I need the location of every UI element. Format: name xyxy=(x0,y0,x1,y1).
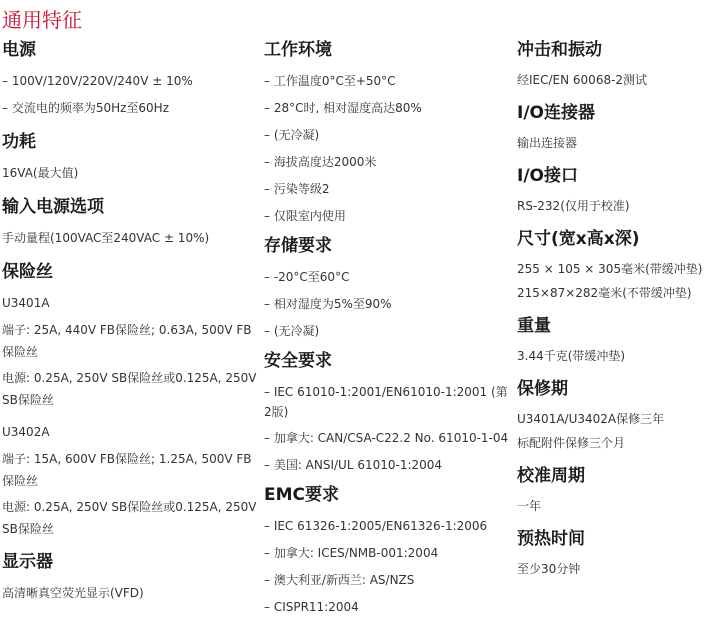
spec-line: 端子: 25A, 440V FB保险丝; 0.63A, 500V FB保险丝 xyxy=(2,323,252,359)
spec-line: – 100V/120V/220V/240V ± 10% xyxy=(2,74,193,88)
spec-line: 215×87×282毫米(不带缓冲垫) xyxy=(517,286,692,300)
spec-line: 16VA(最大值) xyxy=(2,166,79,180)
spec-line: – 澳大利亚/新西兰: AS/NZS xyxy=(264,573,415,587)
section-operating-environment xyxy=(264,38,509,230)
model-label: U3401A xyxy=(2,296,50,310)
section-io-connector xyxy=(517,101,710,155)
spec-line: – IEC 61326-1:2005/EN61326-1:2006 xyxy=(264,519,488,533)
spec-line: – 仅限室内使用 xyxy=(264,209,346,223)
section-heading: I/O接口 xyxy=(517,166,578,186)
spec-column-2 xyxy=(264,38,509,625)
section-heading: I/O连接器 xyxy=(517,103,595,123)
section-emc-requirements xyxy=(264,483,509,621)
spec-line: – 污染等级2 xyxy=(264,182,330,196)
section-heading: 功耗 xyxy=(2,132,36,152)
spec-line: 经IEC/EN 60068-2测试 xyxy=(517,73,648,87)
spec-column-3 xyxy=(517,38,710,590)
section-heading: 保险丝 xyxy=(2,262,53,282)
section-power-consumption xyxy=(2,130,257,187)
section-heading: 校准周期 xyxy=(517,466,585,486)
section-heading: EMC要求 xyxy=(264,485,340,505)
spec-line: U3401A/U3402A保修三年 xyxy=(517,412,665,426)
section-heading: 尺寸(宽x高x深) xyxy=(517,229,640,249)
section-io-interface xyxy=(517,164,710,218)
spec-line: – (无冷凝) xyxy=(264,128,320,142)
section-heading: 显示器 xyxy=(2,552,53,572)
spec-line: – CISPR11:2004 xyxy=(264,600,359,614)
section-fuses xyxy=(2,260,257,542)
section-heading: 重量 xyxy=(517,316,551,336)
spec-line: – 海拔高度达2000米 xyxy=(264,155,377,169)
spec-line: – 交流电的频率为50Hz至60Hz xyxy=(2,101,169,115)
spec-line: 电源: 0.25A, 250V SB保险丝或0.125A, 250V SB保险丝 xyxy=(2,371,257,407)
section-heading: 安全要求 xyxy=(264,351,332,371)
spec-line: 高清晰真空荧光显示(VFD) xyxy=(2,586,144,600)
spec-line: – 加拿大: ICES/NMB-001:2004 xyxy=(264,546,439,560)
spec-line: 一年 xyxy=(517,499,542,513)
spec-line: – 工作温度0°C至+50°C xyxy=(264,74,396,88)
spec-line: 输出连接器 xyxy=(517,136,578,150)
model-label: U3402A xyxy=(2,425,50,439)
section-heading: 工作环境 xyxy=(264,40,332,60)
section-heading: 冲击和振动 xyxy=(517,40,602,60)
spec-line: – 相对湿度为5%至90% xyxy=(264,297,392,311)
section-heading: 存储要求 xyxy=(264,236,332,256)
spec-line: – (无冷凝) xyxy=(264,324,320,338)
section-power-supply xyxy=(2,38,257,122)
spec-line: 端子: 15A, 600V FB保险丝; 1.25A, 500V FB保险丝 xyxy=(2,452,252,488)
spec-line: – 加拿大: CAN/CSA-C22.2 No. 61010-1-04 xyxy=(264,431,509,445)
spec-line: – 美国: ANSI/UL 61010-1:2004 xyxy=(264,458,443,472)
section-heading: 保修期 xyxy=(517,379,568,399)
section-dimensions xyxy=(517,227,710,305)
section-weight xyxy=(517,314,710,368)
spec-line: 手动量程(100VAC至240VAC ± 10%) xyxy=(2,231,210,245)
section-heading: 预热时间 xyxy=(517,529,585,549)
section-storage-requirements xyxy=(264,234,509,345)
section-display xyxy=(2,550,257,607)
section-warm-up-time xyxy=(517,527,710,581)
section-heading: 输入电源选项 xyxy=(2,197,104,217)
spec-line: – 28°C时, 相对湿度高达80% xyxy=(264,101,422,115)
spec-line: 电源: 0.25A, 250V SB保险丝或0.125A, 250V SB保险丝 xyxy=(2,500,257,536)
spec-line: 3.44千克(带缓冲垫) xyxy=(517,349,626,363)
section-safety-requirements xyxy=(264,349,509,479)
section-calibration-cycle xyxy=(517,464,710,518)
section-input-power-options xyxy=(2,195,257,252)
page-title: 通用特征 xyxy=(2,8,82,32)
section-heading: 电源 xyxy=(2,40,36,60)
spec-line: – -20°C至60°C xyxy=(264,270,350,284)
spec-line: 至少30分钟 xyxy=(517,562,581,576)
section-shock-vibration xyxy=(517,38,710,92)
spec-line: – IEC 61010-1:2001/EN61010-1:2001 (第2版) xyxy=(264,385,508,419)
spec-column-1 xyxy=(2,38,257,615)
spec-line: 255 × 105 × 305毫米(带缓冲垫) xyxy=(517,262,703,276)
spec-line: RS-232(仅用于校准) xyxy=(517,199,630,213)
spec-line: 标配附件保修三个月 xyxy=(517,436,626,450)
section-warranty xyxy=(517,377,710,455)
